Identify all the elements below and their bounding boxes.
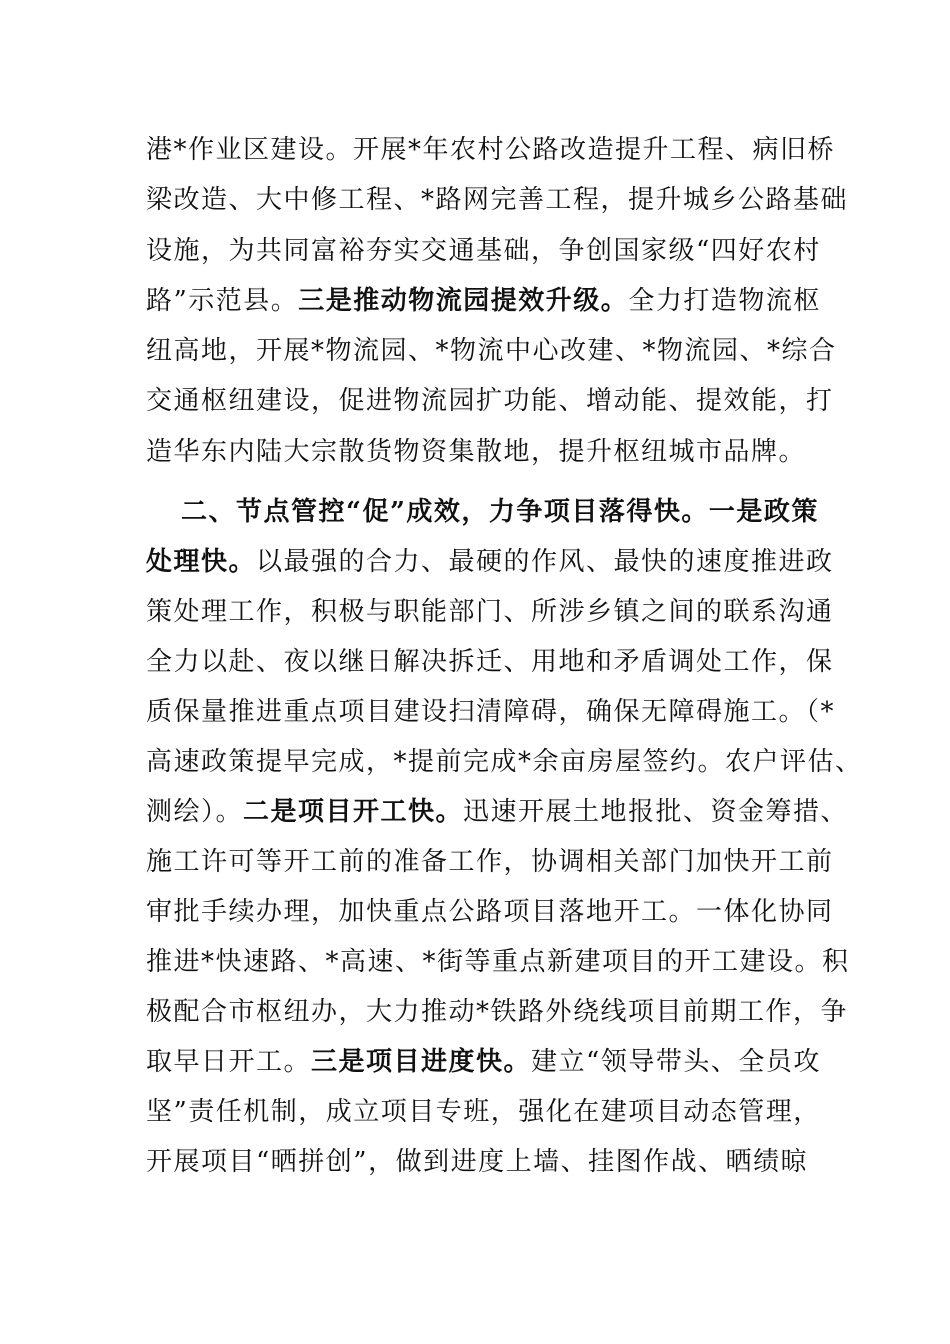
bold-text-segment: 三是推动物流园提效升级。 <box>298 286 629 316</box>
text-line <box>146 135 835 165</box>
text-segment: 全力打造物流枢 <box>628 286 821 316</box>
text-line <box>146 236 821 266</box>
bold-text-segment: 二、节点管控“促”成效，力争项目落得快。一是政策 <box>181 497 819 527</box>
bold-text-segment: 二是项目开工快。 <box>243 797 464 827</box>
text-segment: 取早日开工。 <box>146 1047 312 1077</box>
text-line <box>146 1097 821 1127</box>
text-line <box>146 747 863 777</box>
text-segment: 施工许可等开工前的准备工作，协调相关部门加快开工前 <box>146 847 834 877</box>
text-line <box>146 697 835 727</box>
text-segment: 极配合市枢纽办，大力推动*铁路外绕线项目前期工作，争 <box>146 997 849 1027</box>
text-line <box>146 947 850 977</box>
text-line <box>146 797 848 827</box>
bold-text-segment: 三是项目进度快。 <box>311 1047 532 1077</box>
text-segment: 设施，为共同富裕夯实交通基础，争创国家级“四好农村 <box>146 236 821 266</box>
text-segment: 测绘）。 <box>146 797 244 827</box>
text-segment: 高速政策提早完成，*提前完成*余亩房屋签约。农户评估、 <box>146 747 863 777</box>
text-line <box>146 386 834 416</box>
text-line <box>146 547 834 577</box>
text-line <box>146 847 834 877</box>
text-line <box>146 286 821 316</box>
text-line <box>146 997 848 1027</box>
text-segment: 以最强的合力、最硬的作风、最快的速度推进政 <box>256 547 834 577</box>
text-line <box>146 647 834 677</box>
text-segment: 交通枢纽建设，促进物流园扩功能、增动能、提效能，打 <box>146 386 834 416</box>
text-segment: 建立“领导带头、全员攻 <box>531 1047 821 1077</box>
text-line <box>146 597 834 627</box>
text-segment: 开展项目“晒拼创”，做到进度上墙、挂图作战、晒绩晾 <box>146 1147 809 1177</box>
text-segment: 推进*快速路、*高速、*街等重点新建项目的开工建设。积 <box>146 947 850 977</box>
text-line <box>146 1047 821 1077</box>
bold-text-segment: 处理快。 <box>146 547 257 577</box>
text-line <box>146 185 848 215</box>
text-line <box>181 497 819 527</box>
text-segment: 造华东内陆大宗散货物资集散地，提升枢纽城市品牌。 <box>146 437 807 467</box>
text-segment: 质保量推进重点项目建设扫清障碍，确保无障碍施工。（* <box>146 697 836 727</box>
text-segment: 纽高地，开展*物流园、*物流中心改建、*物流园、*综合 <box>146 336 837 366</box>
text-line <box>146 1147 808 1177</box>
text-line <box>146 437 806 467</box>
text-segment: 策处理工作，积极与职能部门、所涉乡镇之间的联系沟通 <box>146 597 834 627</box>
text-line <box>146 336 837 366</box>
text-segment: 港*作业区建设。开展*年农村公路改造提升工程、病旧桥 <box>146 135 836 165</box>
text-segment: 全力以赴、夜以继日解决拆迁、用地和矛盾调处工作，保 <box>146 647 834 677</box>
text-segment: 审批手续办理，加快重点公路项目落地开工。一体化协同 <box>146 897 834 927</box>
text-segment: 梁改造、大中修工程、*路网完善工程，提升城乡公路基础 <box>146 185 849 215</box>
text-segment: 路”示范县。 <box>146 286 299 316</box>
text-segment: 坚”责任机制，成立项目专班，强化在建项目动态管理， <box>146 1097 821 1127</box>
text-segment: 迅速开展土地报批、资金筹措、 <box>463 797 849 827</box>
text-line <box>146 897 834 927</box>
